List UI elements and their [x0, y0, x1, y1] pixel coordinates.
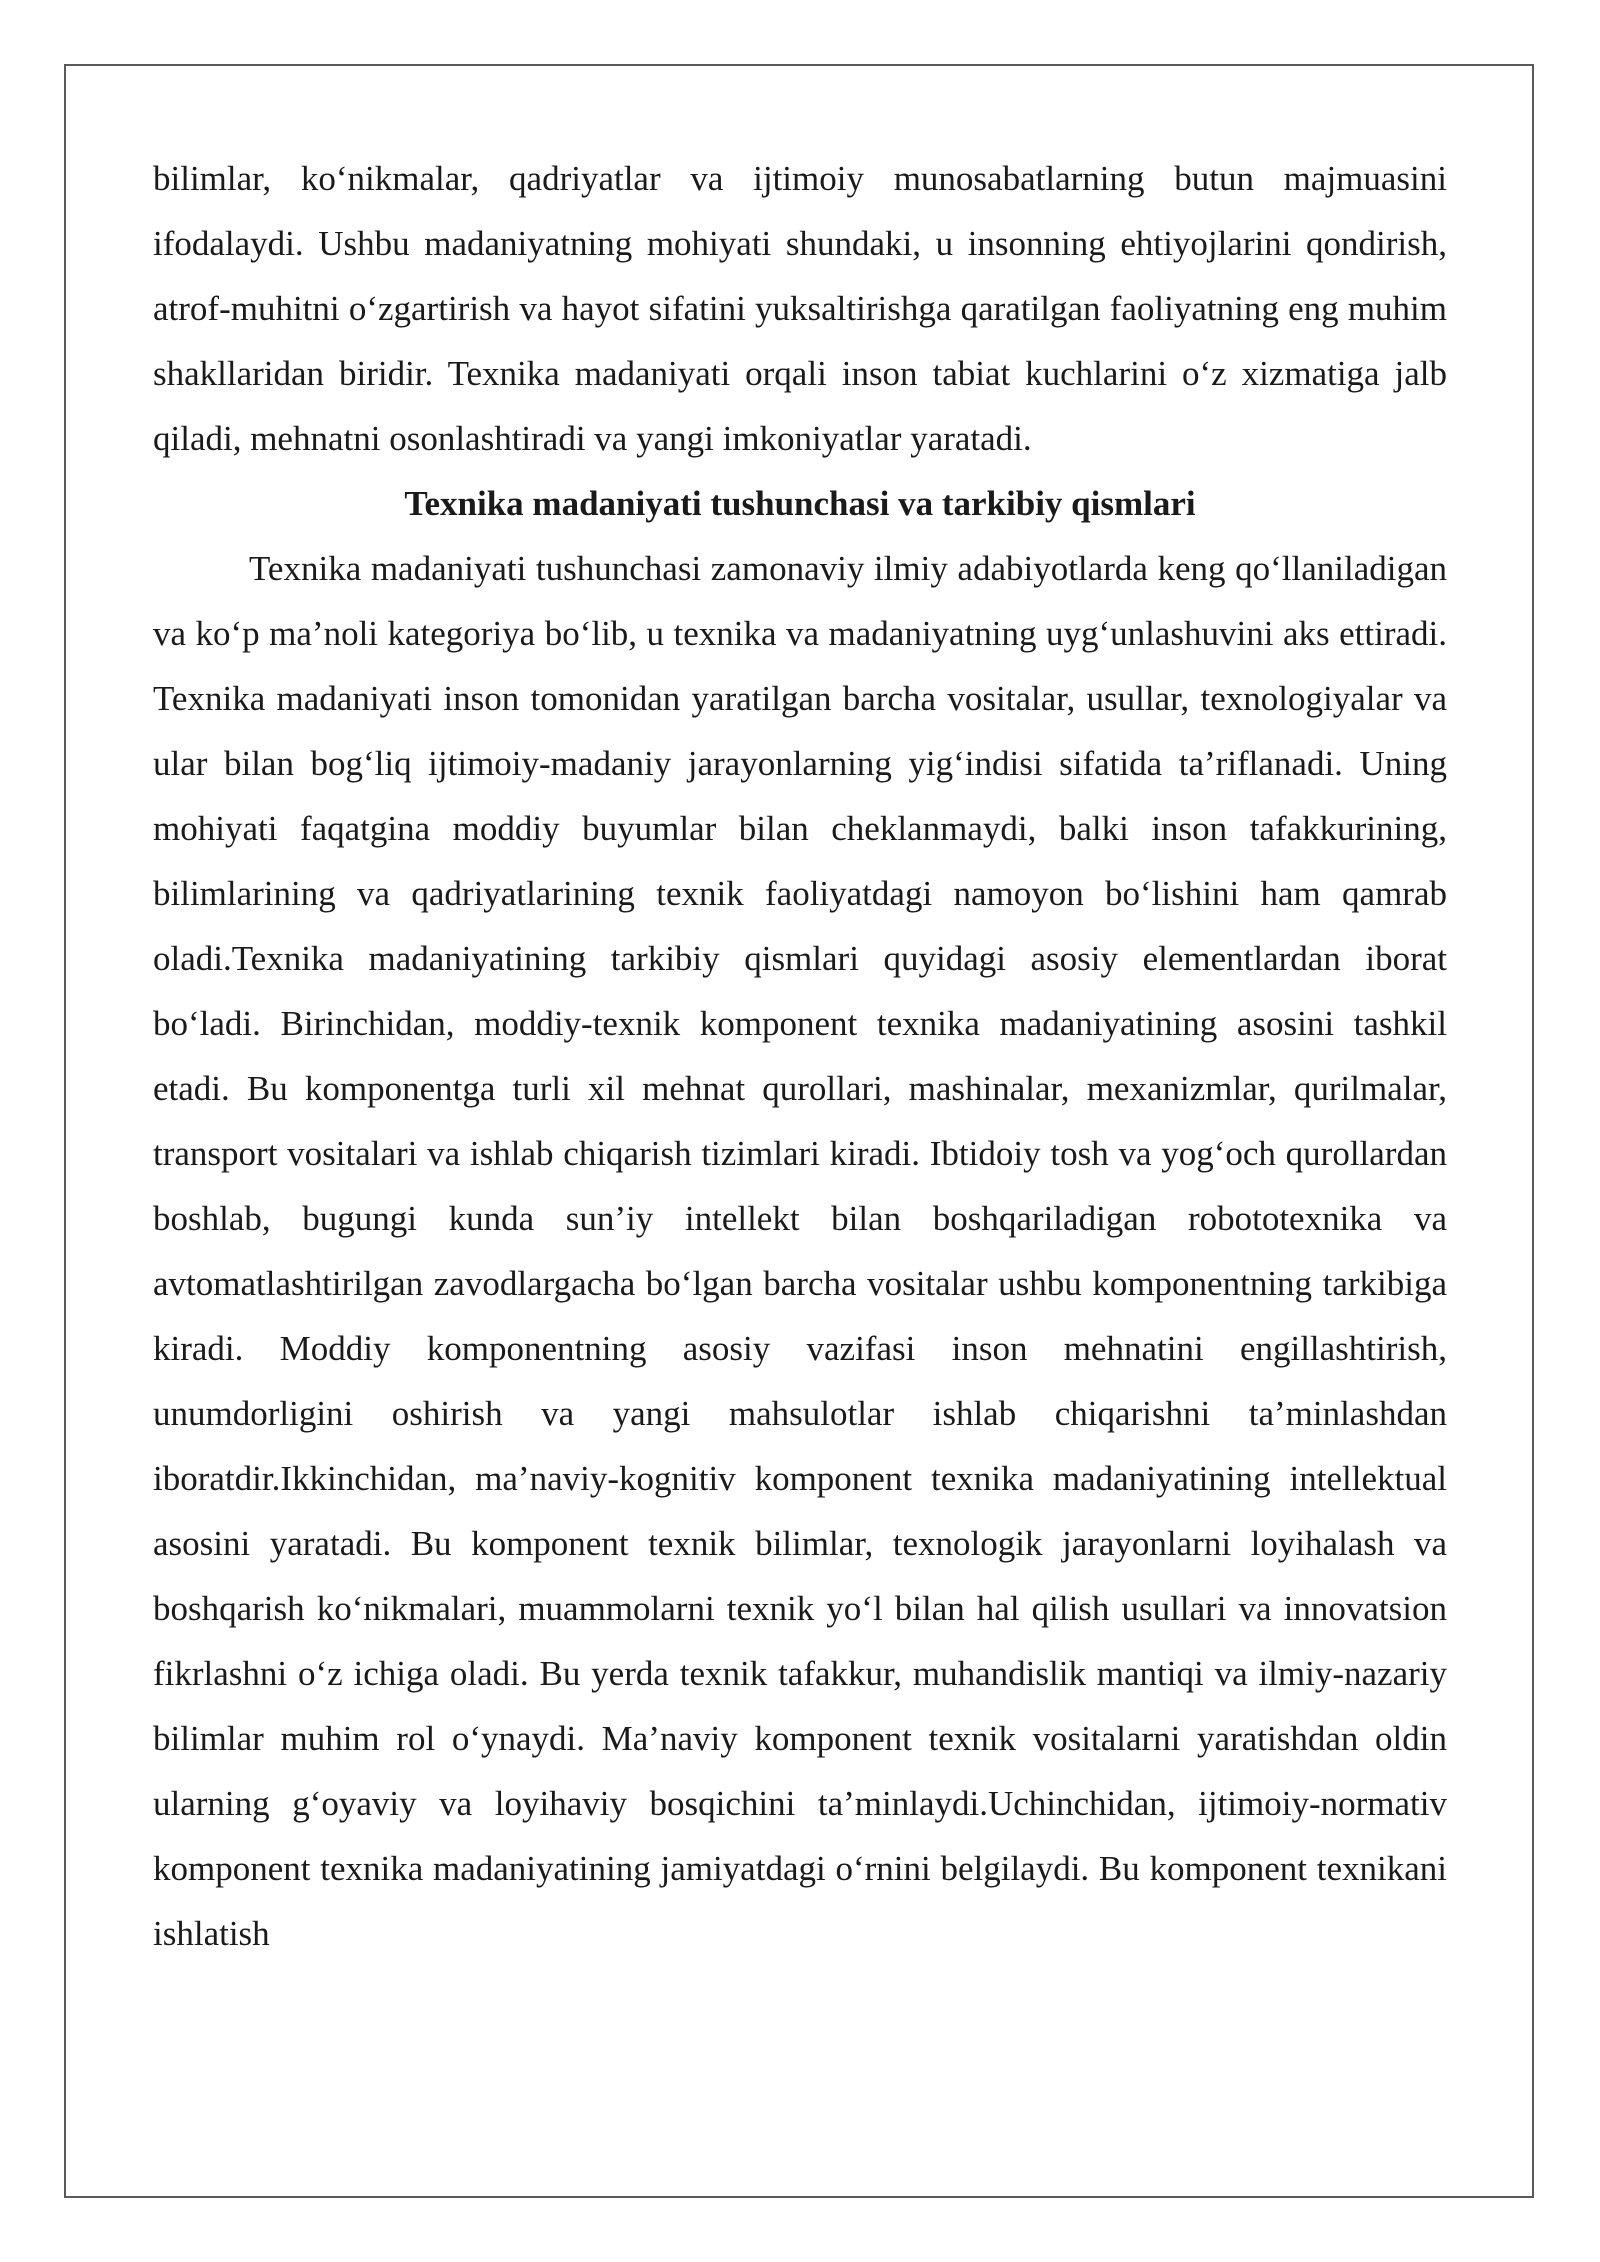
document-body — [153, 146, 1447, 1966]
paragraph-intro-continuation: bilimlar, ko‘nikmalar, qadriyatlar va ijtimoiy munosabatlarning butun majmuasini ifodalaydi. Ushbu madaniyatning mohiyati shundaki, u insonning ehtiyojlarini qondirish, atrof-muhitni o‘zgartirish va hayot sifatini yuksaltirishga qaratilgan faoliyatning eng muhim shakllaridan biridir. Texnika madaniyati orqali inson tabiat kuchlarini o‘z xizmatiga jalb qiladi, mehnatni osonlashtiradi va yangi imkoniyatlar yaratadi. — [153, 159, 1447, 458]
section-heading: Texnika madaniyati tushunchasi va tarkibiy qismlari — [404, 484, 1196, 523]
paragraph-main: Texnika madaniyati tushunchasi zamonaviy ilmiy adabiyotlarda keng qo‘llaniladigan va ko‘p ma’noli kategoriya bo‘lib, u texnika va madaniyatning uyg‘unlashuvini aks ettiradi. Texnika madaniyati inson tomonidan yaratilgan barcha vositalar, usullar, texnologiyalar va ular bilan bog‘liq ijtimoiy-madaniy jarayonlarning yig‘indisi sifatida ta’riflanadi. Uning mohiyati faqatgina moddiy buyumlar bilan cheklanmaydi, balki inson tafakkurining, bilimlarining va qadriyatlarining texnik faoliyatdagi namoyon bo‘lishini ham qamrab oladi.Texnika madaniyatining tarkibiy qismlari quyidagi asosiy elementlardan iborat bo‘ladi. Birinchidan, moddiy-texnik komponent texnika madaniyatining asosini tashkil etadi. Bu komponentga turli xil mehnat qurollari, mashinalar, mexanizmlar, qurilmalar, transport vositalari va ishlab chiqarish tizimlari kiradi. Ibtidoiy tosh va yog‘och qurollardan boshlab, bugungi kunda sun’iy intellekt bilan boshqariladigan robototexnika va avtomatlashtirilgan zavodlargacha bo‘lgan barcha vositalar ushbu komponentning tarkibiga kiradi. Moddiy komponentning asosiy vazifasi inson mehnatini engillashtirish, unumdorligini oshirish va yangi mahsulotlar ishlab chiqarishni ta’minlashdan iboratdir.Ikkinchidan, ma’naviy-kognitiv komponent texnika madaniyatining intellektual asosini yaratadi. Bu komponent texnik bilimlar, texnologik jarayonlarni loyihalash va boshqarish ko‘nikmalari, muammolarni texnik yo‘l bilan hal qilish usullari va innovatsion fikrlashni o‘z ichiga oladi. Bu yerda texnik tafakkur, muhandislik mantiqi va ilmiy-nazariy bilimlar muhim rol o‘ynaydi. Ma’naviy komponent texnik vositalarni yaratishdan oldin ularning g‘oyaviy va loyihaviy bosqichini ta’minlaydi.Uchinchidan, ijtimoiy-normativ komponent texnika madaniyatining jamiyatdagi o‘rnini belgilaydi. Bu komponent texnikani ishlatish — [153, 549, 1447, 1953]
